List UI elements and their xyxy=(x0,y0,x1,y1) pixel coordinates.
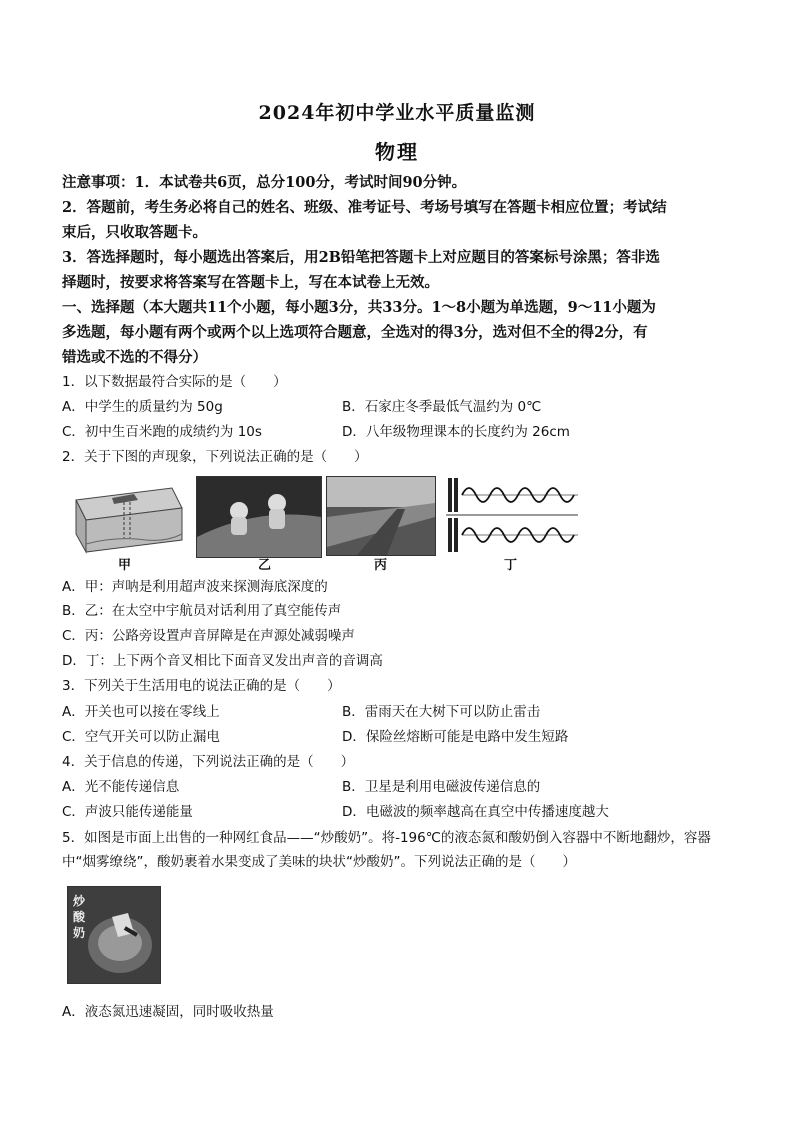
q2-option-a: A．甲：声呐是利用超声波来探测海底深度的 xyxy=(62,579,328,595)
figure-label-ding: 丁 xyxy=(504,558,518,573)
q2-stem: 2．关于下图的声现象，下列说法正确的是（ ） xyxy=(62,449,368,465)
q4-stem: 4．关于信息的传递，下列说法正确的是（ ） xyxy=(62,754,355,770)
q1-option-c: C．初中生百米跑的成绩约为 10s xyxy=(62,424,262,440)
q3-stem: 3．下列关于生活用电的说法正确的是（ ） xyxy=(62,678,341,694)
photo-caption: 炒酸奶 xyxy=(73,894,86,940)
q5-stem-line-2: 中“烟雾缭绕”，酸奶裹着水果变成了美味的块状“炒酸奶”。下列说法正确的是（ ） xyxy=(62,854,576,870)
q1-option-d: D．八年级物理课本的长度约为 26cm xyxy=(342,424,570,440)
notes-line-3a: 3．答选择题时，每小题选出答案后，用2B铅笔把答题卡上对应题目的答案标号涂黑；答非选 xyxy=(62,249,660,266)
q5-stem-line-1: 5．如图是市面上出售的一种网红食品——“炒酸奶”。将-196℃的液态氮和酸奶倒入容器中不断地翻炒，容器 xyxy=(62,830,711,846)
section1-line-1: 一、选择题（本大题共11个小题，每小题3分，共33分。1～8小题为单选题，9～11小题为 xyxy=(62,299,656,316)
q4-option-d: D．电磁波的频率越高在真空中传播速度越大 xyxy=(342,804,609,820)
notes-line-3b: 择题时，按要求将答案写在答题卡上，写在本试卷上无效。 xyxy=(62,274,439,291)
notes-line-1: 注意事项：1．本试卷共6页，总分100分，考试时间90分钟。 xyxy=(62,174,467,191)
astronauts-image xyxy=(196,476,322,558)
q2-option-c: C．丙：公路旁设置声音屏障是在声源处减弱噪声 xyxy=(62,628,355,644)
notes-line-2b: 束后，只收取答题卡。 xyxy=(62,224,207,241)
q1-option-b: B．石家庄冬季最低气温约为 0℃ xyxy=(342,399,542,415)
q4-option-a: A．光不能传递信息 xyxy=(62,779,180,795)
q3-option-d: D．保险丝熔断可能是电路中发生短路 xyxy=(342,729,569,745)
sonar-ship-image xyxy=(72,478,184,554)
q1-stem: 1．以下数据最符合实际的是（ ） xyxy=(62,374,287,390)
figure-label-jia: 甲 xyxy=(118,558,132,573)
figure-label-bing: 丙 xyxy=(374,558,388,573)
notes-line-2a: 2．答题前，考生务必将自己的姓名、班级、准考证号、考场号填写在答题卡相应位置；考试结 xyxy=(62,199,667,216)
q1-option-a: A．中学生的质量约为 50g xyxy=(62,399,223,415)
q2-option-b: B．乙：在太空中宇航员对话利用了真空能传声 xyxy=(62,603,342,619)
tuning-fork-waves-image xyxy=(444,476,580,554)
highway-barrier-image xyxy=(326,476,436,556)
q3-option-b: B．雷雨天在大树下可以防止雷击 xyxy=(342,704,541,720)
subject-title: 物理 xyxy=(375,140,419,164)
q4-option-b: B．卫星是利用电磁波传递信息的 xyxy=(342,779,541,795)
q5-option-a: A．液态氮迅速凝固，同时吸收热量 xyxy=(62,1004,274,1020)
q3-option-c: C．空气开关可以防止漏电 xyxy=(62,729,220,745)
section1-line-3: 错选或不选的不得分） xyxy=(62,349,207,366)
q4-option-c: C．声波只能传递能量 xyxy=(62,804,193,820)
q3-option-a: A．开关也可以接在零线上 xyxy=(62,704,220,720)
page-title: 2024年初中学业水平质量监测 xyxy=(258,102,536,124)
fried-yogurt-photo xyxy=(67,886,161,984)
section1-line-2: 多选题，每小题有两个或两个以上选项符合题意，全选对的得3分，选对但不全的得2分，有 xyxy=(62,324,648,341)
figure-label-yi: 乙 xyxy=(258,558,272,573)
q2-option-d: D．丁：上下两个音叉相比下面音叉发出声音的音调高 xyxy=(62,653,383,669)
